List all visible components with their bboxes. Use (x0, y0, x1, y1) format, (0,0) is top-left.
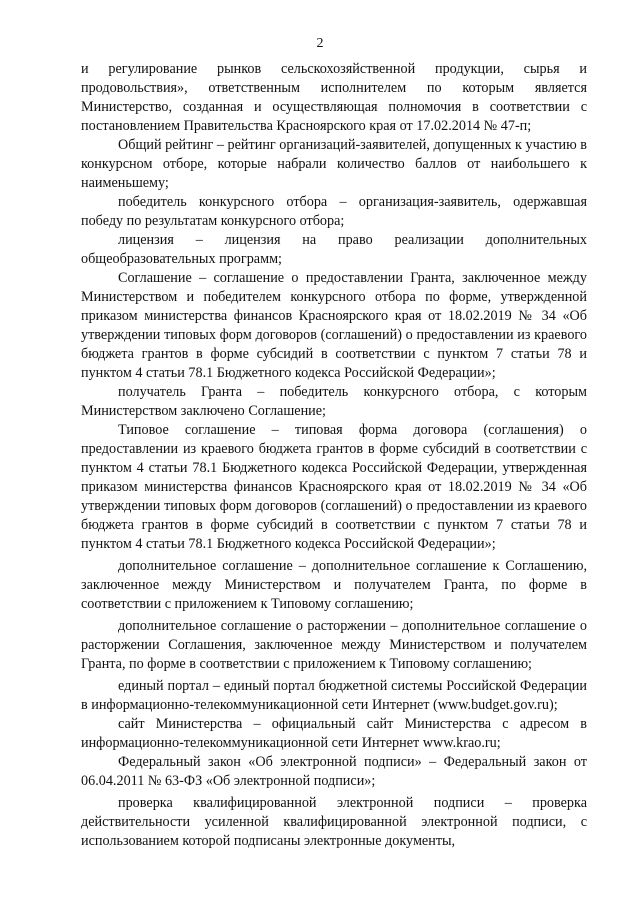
definition-agreement: Соглашение – соглашение о предоставлении Гранта, заключенное между Министерством и победителем конкурсного отбора по форме, утвержденной приказом министерства финансов Красноярского края от 18.02.2019 № 34 «Об утверждении типовых форм договоров (соглашений) о предоставлении из краевого бюджета грантов в форме субсидий в соответствии с пунктом 7 статьи 78 и пунктом 4 статьи 78.1 Бюджетного кодекса Российской Федерации»; (81, 270, 587, 381)
paragraph-continuation: и регулирование рынков сельскохозяйственной продукции, сырья и продовольствия», ответственным исполнителем по которым является Министерство, созданная и осуществляющая полномочия в соответствии с постановлением Правительства Красноярского края от 17.02.2014 № 47-п; (81, 61, 587, 134)
document-body (81, 60, 587, 851)
definition-competition-winner: победитель конкурсного отбора – организация-заявитель, одержавшая победу по результатам конкурсного отбора; (81, 194, 587, 229)
definition-termination-agreement: дополнительное соглашение о расторжении – дополнительное соглашение о расторжении Соглашения, заключенное между Министерством и получателем Гранта, по форме в соответствии с приложением к Типовому соглашению; (81, 618, 587, 672)
definition-signature-verification: проверка квалифицированной электронной подписи – проверка действительности усиленной квалифицированной электронной подписи, с использованием которой подписаны электронные документы, (81, 795, 587, 849)
definition-general-rating: Общий рейтинг – рейтинг организаций-заявителей, допущенных к участию в конкурсном отборе, которые набрали количество баллов от наибольшего к наименьшему; (81, 137, 587, 191)
definition-single-portal: единый портал – единый портал бюджетной системы Российской Федерации в информационно-телекоммуникационной сети Интернет (www.budget.gov.ru); (81, 678, 587, 713)
definition-grant-recipient: получатель Гранта – победитель конкурсного отбора, с которым Министерством заключено Соглашение; (81, 384, 587, 419)
page-number: 2 (316, 36, 324, 51)
definition-license: лицензия – лицензия на право реализации дополнительных общеобразовательных программ; (81, 232, 587, 267)
definition-additional-agreement: дополнительное соглашение – дополнительное соглашение к Соглашению, заключенное между Министерством и получателем Гранта, по форме в соответствии с приложением к Типовому соглашению; (81, 558, 587, 612)
definition-federal-law: Федеральный закон «Об электронной подписи» – Федеральный закон от 06.04.2011 № 63-ФЗ «Об электронной подписи»; (81, 754, 587, 789)
definition-standard-agreement: Типовое соглашение – типовая форма договора (соглашения) о предоставлении из краевого бюджета грантов в форме субсидий в соответствии с пунктом 4 статьи 78.1 Бюджетного кодекса Российской Федерации, утвержденная приказом министерства финансов Красноярского края от 18.02.2019 № 34 «Об утверждении типовых форм договоров (соглашений) о предоставлении из краевого бюджета грантов в форме субсидий в соответствии с пунктом 7 статьи 78 и пунктом 4 статьи 78.1 Бюджетного кодекса Российской Федерации»; (81, 422, 587, 552)
definition-ministry-site: сайт Министерства – официальный сайт Министерства с адресом в информационно-телекоммуникационной сети Интернет www.krao.ru; (81, 716, 587, 751)
